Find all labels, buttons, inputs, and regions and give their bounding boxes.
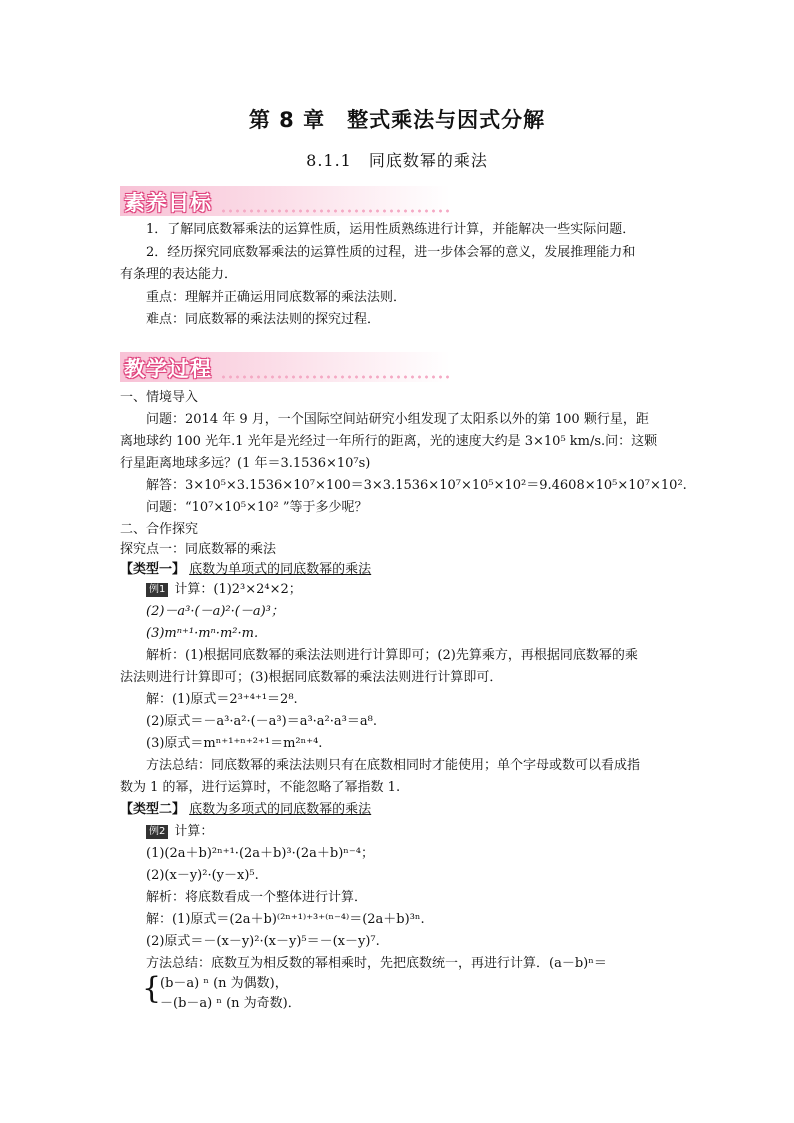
section-title: 8.1.1 同底数幂的乘法 [306, 151, 488, 170]
question-1-line-1: 问题：2014 年 9 月，一个国际空间站研究小组发现了太阳系以外的第 100 颗行星，距 [146, 412, 649, 427]
type-1-heading [120, 562, 371, 578]
process-banner [120, 352, 450, 382]
case-odd: －(b－a) ⁿ (n 为奇数)． [160, 996, 301, 1011]
goals-banner [120, 186, 450, 216]
banner-dots [220, 374, 450, 380]
example-1-badge: 例1 [146, 583, 168, 597]
type-1-title: 底数为单项式的同底数幂的乘法 [189, 562, 372, 577]
example-2-solution-2: (2)原式＝－(x－y)²·(x－y)⁵＝－(x－y)⁷. [146, 934, 380, 949]
heading-intro: 一、情境导入 [120, 390, 199, 405]
type-2-title: 底数为多项式的同底数幂的乘法 [189, 802, 372, 817]
heading-explore: 二、合作探究 [120, 522, 199, 537]
question-2: 问题：“10⁷×10⁵×10² ”等于多少呢？ [146, 500, 368, 515]
example-1-summary-line-2: 数为 1 的幂，进行运算时，不能忽略了幂指数 1. [120, 780, 401, 795]
example-2-prompt: 计算： [174, 824, 214, 839]
example-1-q1: 计算：(1)2³×2⁴×2； [174, 582, 302, 597]
example-2-q2: (2)(x－y)²·(y－x)⁵. [146, 868, 259, 883]
goal-1: 1．了解同底数幂乘法的运算性质，运用性质熟练进行计算，并能解决一些实际问题． [146, 222, 636, 237]
goal-2-line-1: 2．经历探究同底数幂乘法的运算性质的过程，进一步体会幂的意义，发展推理能力和 [146, 245, 636, 260]
explore-point-1: 探究点一：同底数幂的乘法 [120, 542, 277, 557]
case-even: (b－a) ⁿ (n 为偶数)， [160, 976, 288, 991]
example-2-summary: 方法总结：底数互为相反数的幂相乘时，先把底数统一，再进行计算．(a－b)ⁿ＝ [146, 956, 607, 971]
type-1-bracket: 【类型一】 [120, 562, 186, 577]
type-2-heading [120, 802, 371, 818]
answer-1: 解答：3×10⁵×3.1536×10⁷×100＝3×3.1536×10⁷×10⁵×10²＝9.4608×10⁵×10⁷×10². [146, 478, 687, 493]
goal-2-line-2: 有条理的表达能力． [120, 267, 238, 282]
process-banner-label: 教学过程 [124, 357, 212, 381]
goals-banner-label: 素养目标 [124, 191, 212, 215]
example-1-q2: (2)－a³·(－a)²·(－a)³； [146, 604, 284, 619]
example-1-summary-line-1: 方法总结：同底数幂的乘法法则只有在底数相同时才能使用；单个字母或数可以看成指 [146, 758, 641, 773]
example-1-analysis-line-1: 解析：(1)根据同底数幂的乘法法则进行计算即可；(2)先算乘方，再根据同底数幂的乘 [146, 648, 638, 663]
type-2-bracket: 【类型二】 [120, 802, 186, 817]
cases-brace: { [142, 971, 162, 1006]
example-2-analysis: 解析：将底数看成一个整体进行计算． [146, 890, 368, 905]
key-point: 重点：理解并正确运用同底数幂的乘法法则． [146, 290, 407, 305]
example-2-solution-1: 解：(1)原式＝(2a＋b)⁽²ⁿ⁺¹⁾⁺³⁺⁽ⁿ⁻⁴⁾＝(2a＋b)³ⁿ. [146, 912, 425, 927]
example-1-analysis-line-2: 法法则进行计算即可；(3)根据同底数幂的乘法法则进行计算即可． [120, 670, 503, 685]
example-2-question [146, 824, 213, 840]
banner-dots [220, 208, 450, 214]
example-1-question [146, 582, 302, 598]
example-1-solution-1: 解：(1)原式＝2³⁺⁴⁺¹＝2⁸. [146, 692, 298, 707]
question-1-line-2: 离地球约 100 光年.1 光年是光经过一年所行的距离，光的速度大约是 3×10⁵ km/s.问：这颗 [120, 434, 658, 449]
question-1-line-3: 行星距离地球多远？(1 年＝3.1536×10⁷s) [120, 456, 371, 471]
difficulty-point: 难点：同底数幂的乘法法则的探究过程． [146, 312, 381, 327]
example-2-badge: 例2 [146, 825, 168, 839]
chapter-title: 第 8 章 整式乘法与因式分解 [248, 108, 546, 132]
example-1-solution-2: (2)原式＝－a³·a²·(－a³)＝a³·a²·a³＝a⁸. [146, 714, 377, 729]
example-1-solution-3: (3)原式＝mⁿ⁺¹⁺ⁿ⁺²⁺¹＝m²ⁿ⁺⁴. [146, 736, 323, 751]
example-2-q1: (1)(2a＋b)²ⁿ⁺¹·(2a＋b)³·(2a＋b)ⁿ⁻⁴； [146, 846, 374, 861]
example-1-q3: (3)mⁿ⁺¹·mⁿ·m²·m. [146, 626, 259, 641]
